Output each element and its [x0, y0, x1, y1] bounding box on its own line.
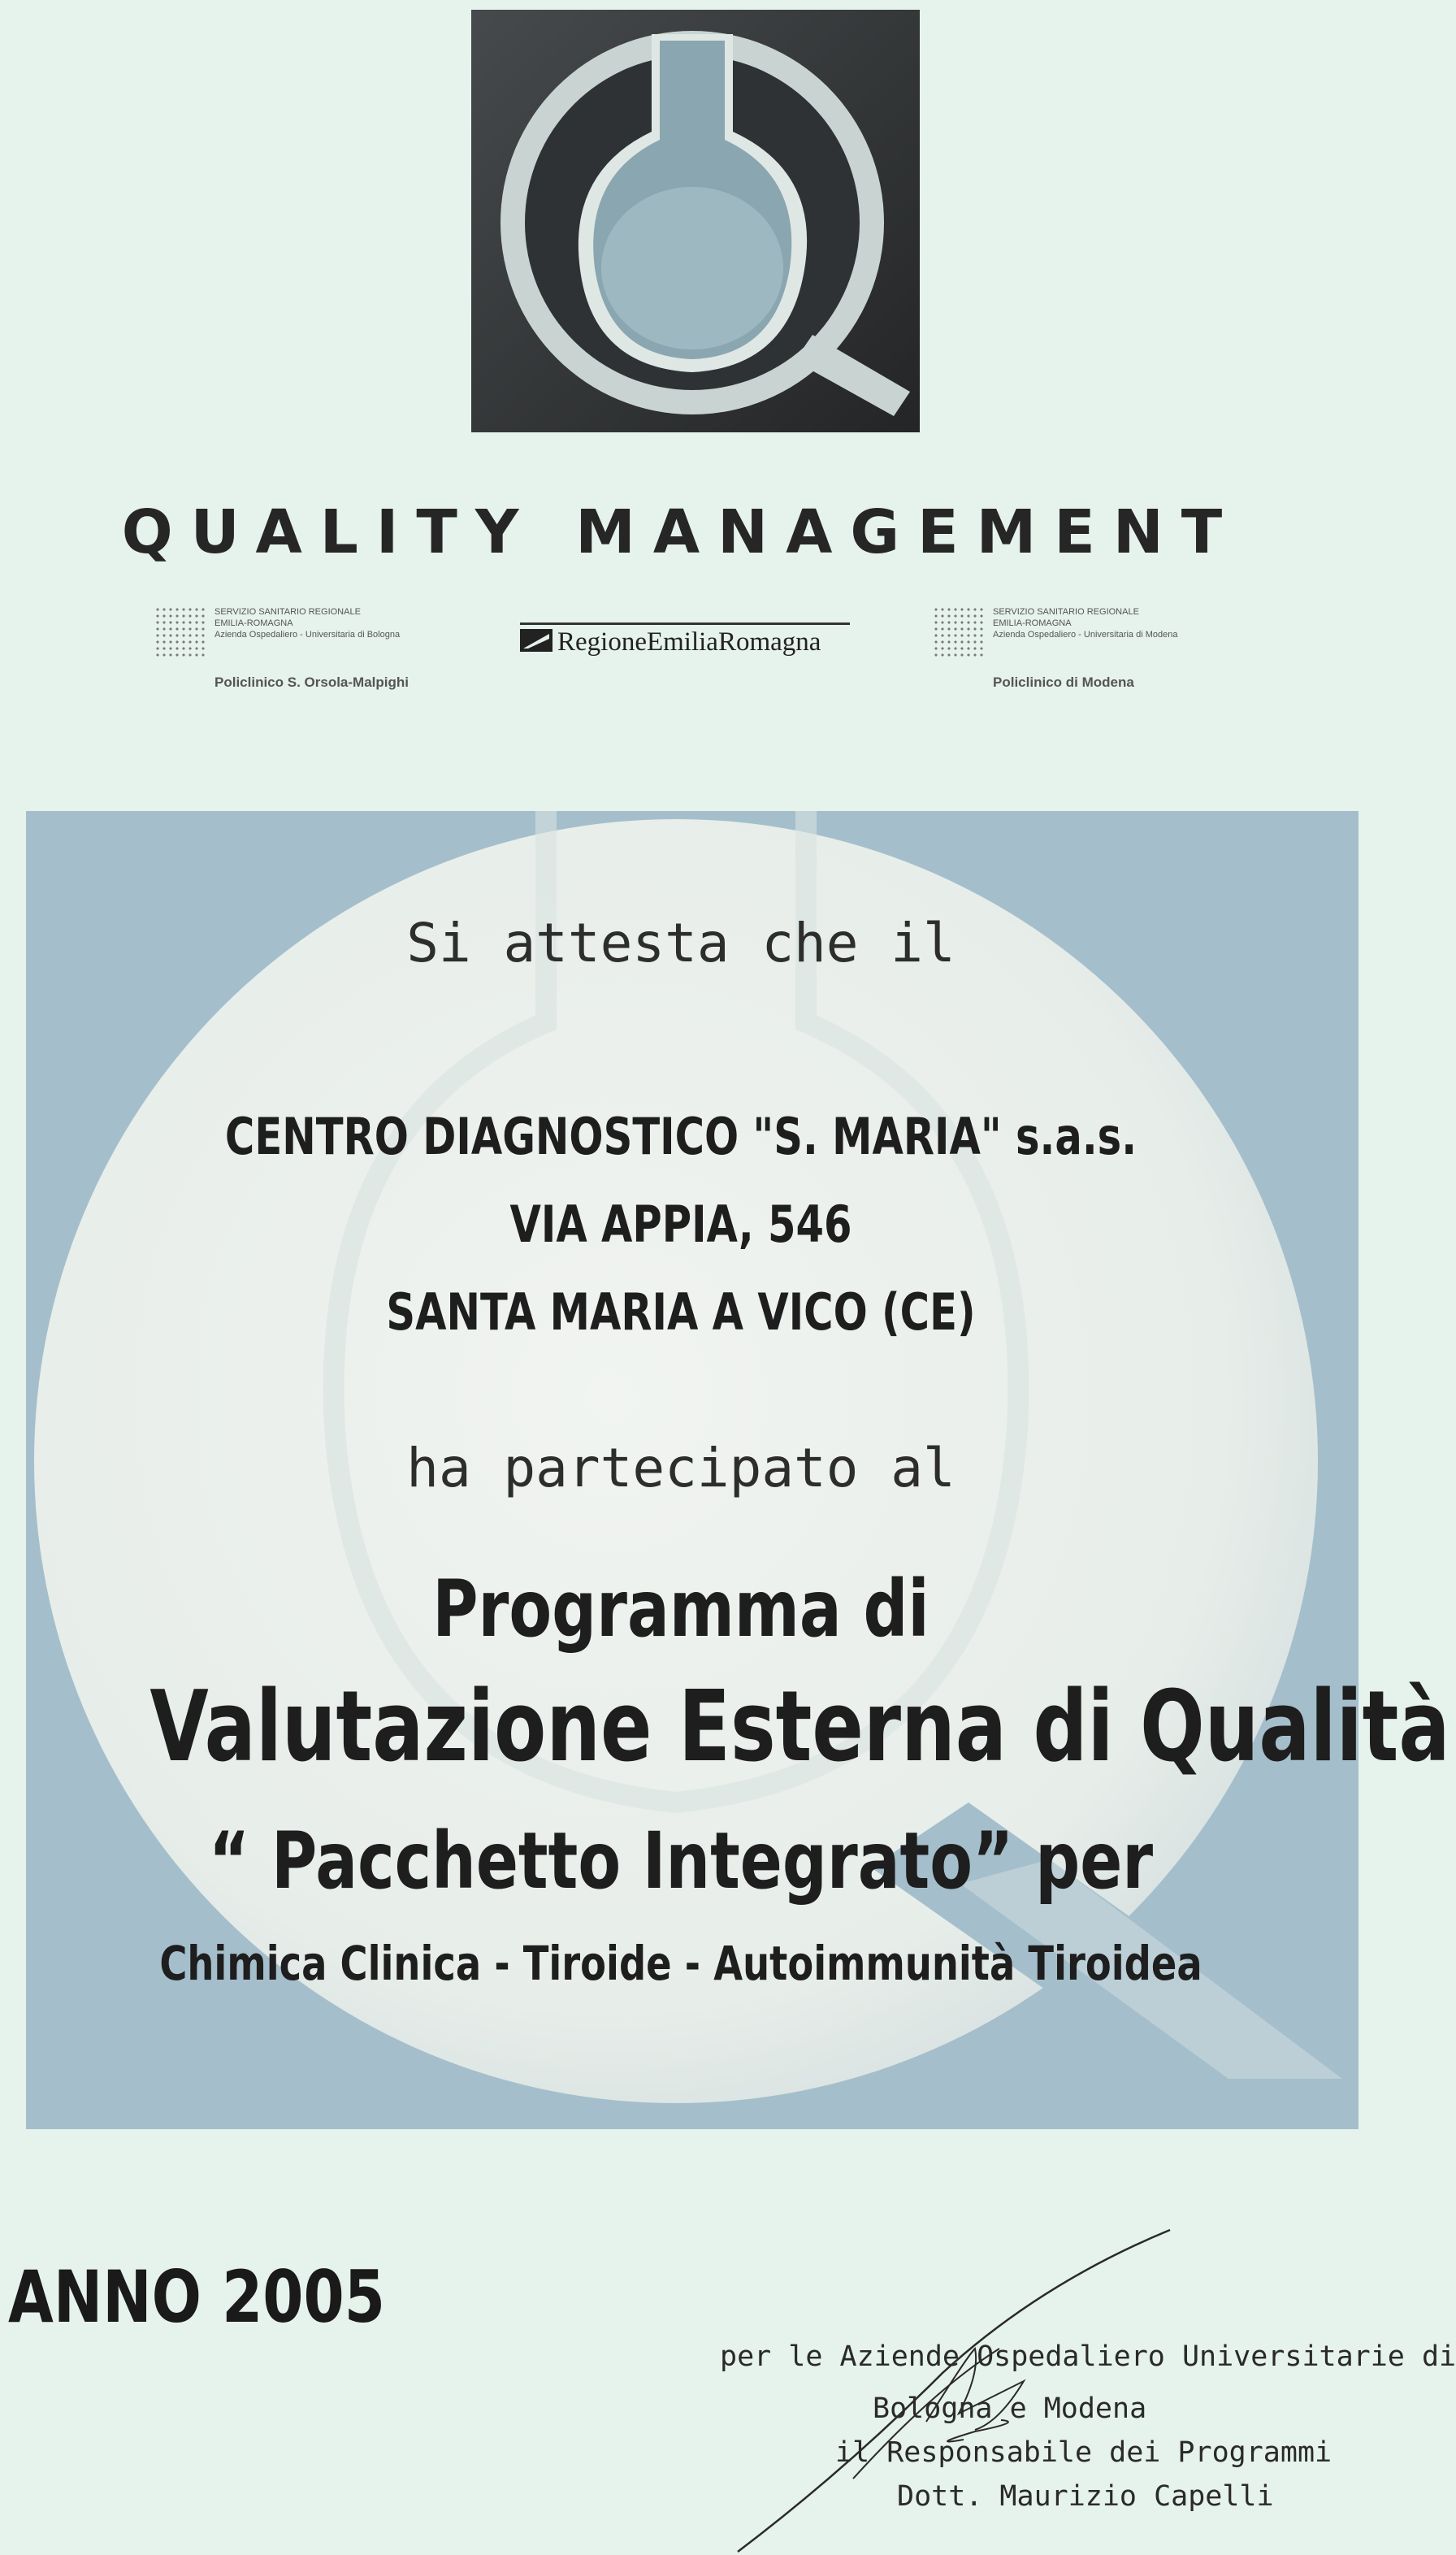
institution-name: Policlinico di Modena: [993, 675, 1134, 690]
program-title-line-2: Valutazione Esterna di Qualità: [150, 1671, 1450, 1784]
policlinico-modena-logo: [933, 606, 1274, 696]
quality-flask-logo: [471, 10, 920, 432]
program-subjects: Chimica Clinica - Tiroide - Autoimmunità Tiroidea: [159, 1936, 1202, 1991]
regione-emilia-romagna-logo: [520, 621, 853, 670]
program-title-line-1: Programma di: [432, 1564, 930, 1655]
inst-line: SERVIZIO SANITARIO REGIONALE: [993, 607, 1139, 617]
inst-line: EMILIA-ROMAGNA: [993, 618, 1072, 628]
institution-name: Policlinico S. Orsola-Malpighi: [214, 675, 409, 690]
signatory-line-4: Dott. Maurizio Capelli: [897, 2480, 1274, 2513]
regione-flag-icon: [520, 629, 552, 652]
inst-line: Azienda Ospedaliero - Universitaria di Modena: [993, 630, 1178, 640]
policlinico-bologna-logo: [154, 606, 496, 696]
signatory-line-3: il Responsabile dei Programmi: [835, 2436, 1332, 2469]
dotted-emblem-icon: [154, 606, 205, 657]
inst-line: EMILIA-ROMAGNA: [214, 618, 293, 628]
participation-text: ha partecipato al: [406, 1437, 956, 1499]
recipient-name: CENTRO DIAGNOSTICO "S. MARIA" s.a.s.: [224, 1107, 1138, 1166]
signatory-line-1: per le Aziende Ospedaliero Universitarie di: [720, 2340, 1456, 2373]
recipient-city: SANTA MARIA A VICO (CE): [386, 1282, 976, 1342]
signatory-line-2: Bologna e Modena: [873, 2392, 1147, 2425]
dotted-emblem-icon: [933, 606, 983, 657]
recipient-address: VIA APPIA, 546: [509, 1195, 852, 1254]
program-package: “ Pacchetto Integrato” per: [208, 1815, 1154, 1906]
year-label: ANNO 2005: [8, 2255, 385, 2339]
inst-line: SERVIZIO SANITARIO REGIONALE: [214, 607, 361, 617]
intro-text: Si attesta che il: [406, 912, 956, 974]
quality-management-title: QUALITY MANAGEMENT: [121, 497, 1241, 567]
regione-name: RegioneEmiliaRomagna: [557, 627, 821, 657]
inst-line: Azienda Ospedaliero - Universitaria di Bologna: [214, 630, 401, 640]
